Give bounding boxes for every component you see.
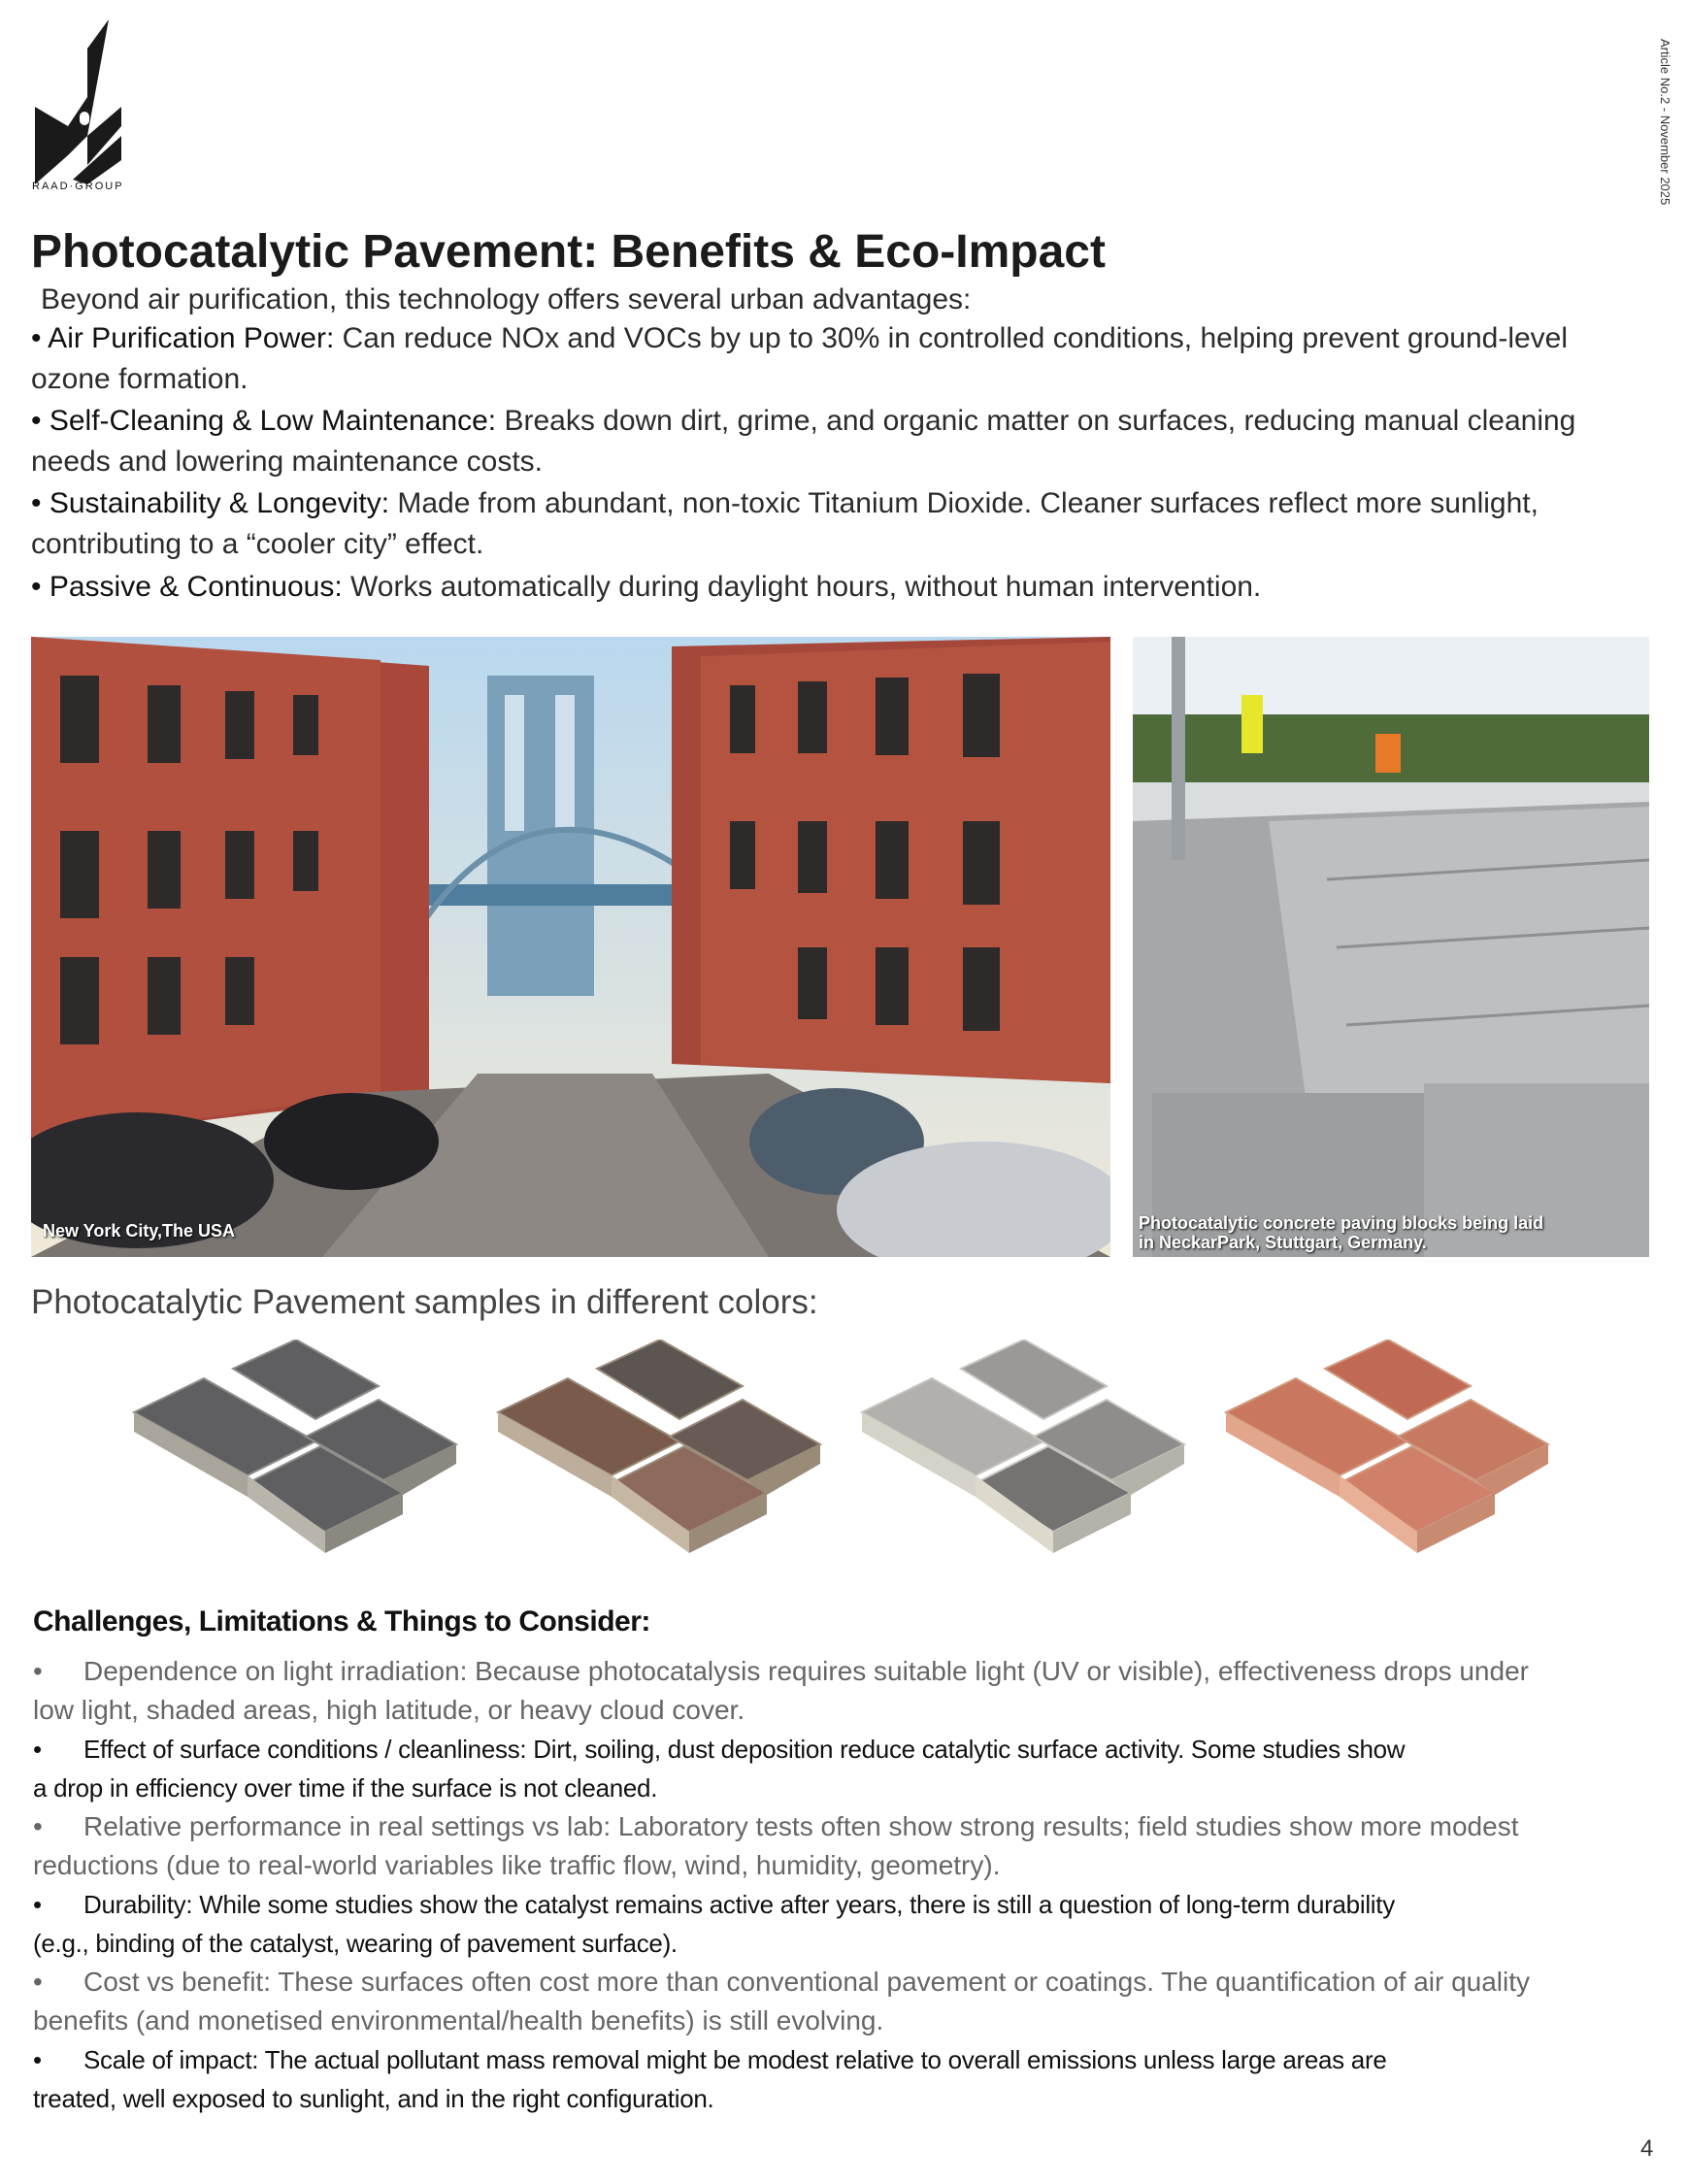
benefit-item: • Sustainability & Longevity: Made from abundant, non-toxic Titanium Dioxide. Cleaner surfaces reflect more sunlight, contributing to a “cooler city” effect. (31, 487, 1539, 560)
challenge-item: • Dependence on light irradiation: Because photocatalysis requires suitable light (UV or visible), effectiveness drops under low light, shaded areas, high latitude, or heavy cloud cover. (33, 1656, 1529, 1725)
stuttgart-caption-line-1: Photocatalytic concrete paving blocks being laid (1139, 1213, 1544, 1233)
page-number: 4 (1640, 2135, 1654, 2162)
logo-wordmark: RAAD·GROUP (32, 181, 124, 192)
intro-text: Beyond air purification, this technology offers several urban advantages: (41, 283, 972, 315)
paver-sample-grey-blend (862, 1340, 1184, 1553)
challenge-item: • Relative performance in real settings vs lab: Laboratory tests often show strong results; field studies show more modest reductions (due to real-world variables like traffic flow, wind, humidity, geometry). (33, 1811, 1519, 1880)
challenge-item: • Cost vs benefit: These surfaces often cost more than conventional pavement or coatings. The quantification of air quality benefits (and monetised environmental/health benefits) is still evolving. (33, 1967, 1531, 2035)
paver-sample-charcoal (134, 1340, 456, 1553)
nyc-street-illustration (31, 637, 1110, 1257)
challenge-item: • Durability: While some studies show the catalyst remains active after years, there is still a question of long-term durability (e.g., binding of the catalyst, wearing of pavement surface). (33, 1890, 1395, 1958)
challenges-heading: Challenges, Limitations & Things to Consider: (33, 1605, 650, 1638)
nyc-caption: New York City,The USA (43, 1221, 236, 1241)
paver-sample-brown-blend (498, 1340, 820, 1553)
challenge-item: • Effect of surface conditions / cleanliness: Dirt, soiling, dust deposition reduce catalytic surface activity. Some studies show a drop in efficiency over time if the surface is not cleaned. (33, 1735, 1406, 1803)
benefit-item: • Self-Cleaning & Low Maintenance: Breaks down dirt, grime, and organic matter on surfaces, reducing manual cleaning needs and lowering maintenance costs. (31, 405, 1576, 478)
article-note: Article No.2 - November 2025 (1658, 39, 1672, 206)
stuttgart-caption-line-2: in NeckarPark, Stuttgart, Germany. (1139, 1233, 1427, 1252)
paver-samples (126, 1340, 1563, 1582)
raad-group-logo-icon (29, 19, 126, 199)
paving-blocks-illustration (1133, 637, 1649, 1257)
paver-sample-terracotta (1226, 1340, 1548, 1553)
benefit-item: • Passive & Continuous: Works automatically during daylight hours, without human intervention. (31, 571, 1262, 603)
page-title: Photocatalytic Pavement: Benefits & Eco-Impact (31, 226, 1106, 278)
samples-heading: Photocatalytic Pavement samples in different colors: (31, 1283, 818, 1321)
nyc-street-photo (31, 637, 1110, 1257)
benefit-item: • Air Purification Power: Can reduce NOx and VOCs by up to 30% in controlled conditions, helping prevent ground-level ozone formation. (31, 322, 1569, 395)
challenge-item: • Scale of impact: The actual pollutant mass removal might be modest relative to overall emissions unless large areas are treated, well exposed to sunlight, and in the right configuration. (33, 2045, 1387, 2113)
stuttgart-paving-photo (1133, 637, 1649, 1257)
